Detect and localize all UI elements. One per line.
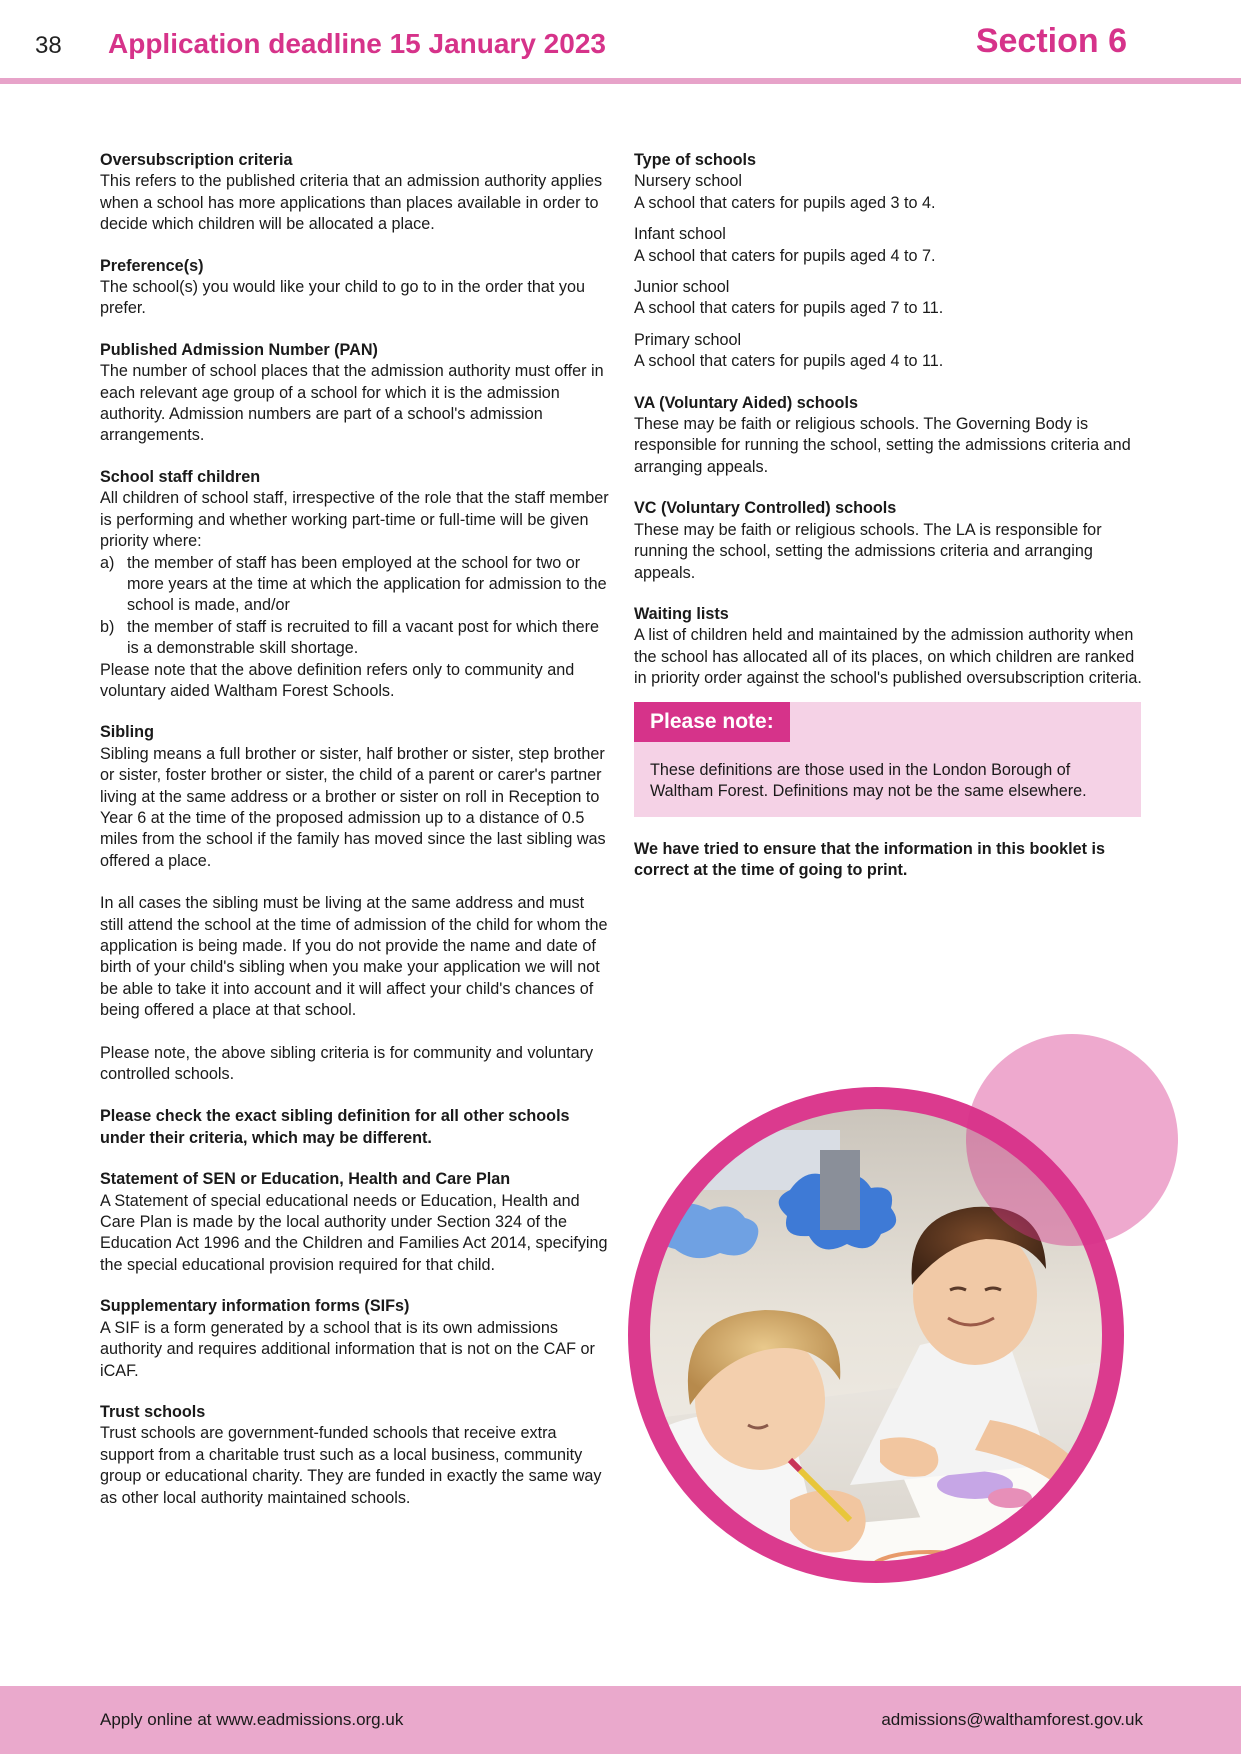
list-text: the member of staff has been employed at the school for two or more years at the time at which the application for admission to the school is made, and/or (127, 553, 607, 615)
definition-title: Type of schools (634, 151, 757, 169)
definition-body: Sibling means a full brother or sister, half brother or sister, step brother or sister, foster brother or sister, the child of a parent or carer's partner living at the same address or a brother or sister on roll in Reception to Year 6 at the time of the proposed admission up to a distance of 0.5 miles from the school if the family has moved since the last sibling was offered a place. (100, 744, 606, 870)
accuracy-disclaimer: We have tried to ensure that the information in this booklet is correct at the time of going to print. (634, 839, 1105, 880)
page-number: 38 (35, 32, 62, 59)
school-type-name: Primary school (634, 330, 742, 349)
apply-online-text: Apply online at www.eadmissions.org.uk (100, 1710, 404, 1729)
definition-body: A Statement of special educational needs or Education, Health and Care Plan is made by the local authority under Section 324 of the Education Act 1996 and the Children and Families Act 2014, specifying the special educational provision required for that child. (100, 1191, 608, 1274)
school-type-desc: A school that caters for pupils aged 7 to 11. (634, 299, 944, 318)
vc-definition (634, 498, 1144, 584)
school-type-item (634, 277, 1144, 320)
definition-body: In all cases the sibling must be living at the same address and must still attend the school at the time of admission of the child for whom the application is being made. If you do not provide the name and date of birth of your child's sibling when you make your application we will not be able to take it into account and it will affect your child's chances of being offered a place at that school. (100, 894, 608, 1020)
definition-body: A list of children held and maintained by the admission authority when the school has allocated all of its places, on which children are ranked in priority order against the school's published oversubscription criteria. (634, 626, 1142, 688)
list-marker: a) (100, 553, 115, 572)
list-marker: b) (100, 617, 115, 636)
definition-body: Please note, the above sibling criteria is for community and voluntary controlled schools. (100, 1043, 594, 1084)
school-type-item (634, 330, 1144, 373)
definition-intro: All children of school staff, irrespective of the role that the staff member is performing and whether working part-time or full-time will be given priority where: (100, 489, 609, 551)
school-types-definition (634, 150, 1144, 373)
list-item (100, 553, 610, 617)
definition-title: Oversubscription criteria (100, 151, 293, 169)
page-header (0, 0, 1241, 88)
school-type-item (634, 171, 1144, 214)
definition-body: These may be faith or religious schools. The Governing Body is responsible for running the school, setting the admissions criteria and arranging appeals. (634, 415, 1131, 476)
definition-title: VC (Voluntary Controlled) schools (634, 499, 897, 518)
definition-title: Statement of SEN or Education, Health and Care Plan (100, 1170, 511, 1189)
school-type-name: Junior school (634, 278, 730, 297)
definition-outro: Please note that the above definition refers only to community and voluntary aided Waltham Forest Schools. (100, 660, 575, 700)
school-type-desc: A school that caters for pupils aged 4 to 7. (634, 246, 936, 265)
page-footer (0, 1686, 1241, 1754)
photo-frame-ring (639, 1098, 1113, 1572)
section-title: Section 6 (975, 22, 1127, 60)
definition-title: School staff children (100, 467, 261, 486)
staff-children-definition (100, 467, 610, 702)
definition-title: Waiting lists (634, 604, 729, 623)
pan-definition (100, 340, 610, 447)
school-type-desc: A school that caters for pupils aged 3 to 4. (634, 193, 936, 212)
note-title: Please note: (634, 702, 790, 742)
school-type-desc: A school that caters for pupils aged 4 to 11. (634, 352, 944, 371)
va-definition (634, 393, 1144, 479)
waiting-lists-definition (634, 604, 1144, 690)
definition-body: This refers to the published criteria that an admission authority applies when a school has more applications than places available in order to decide which children will be allocated a place. (100, 172, 603, 234)
decorative-circle (966, 1034, 1178, 1246)
definition-body: The number of school places that the admission authority must offer in each relevant age group of a school for which it is the admission authority. Admission numbers are part of a school's admission arrangements. (100, 362, 604, 445)
note-body: These definitions are those used in the London Borough of Waltham Forest. Definitions may not be the same elsewhere. (650, 760, 1087, 801)
definition-emphasis: Please check the exact sibling definition for all other schools under their criteria, which may be different. (100, 1107, 570, 1147)
school-type-name: Nursery school (634, 172, 742, 191)
school-type-name: Infant school (634, 225, 726, 244)
list-item (100, 617, 610, 660)
contact-email: admissions@walthamforest.gov.uk (881, 1710, 1143, 1729)
definition-title: VA (Voluntary Aided) schools (634, 393, 858, 412)
school-type-item (634, 224, 1144, 267)
definition-body: Trust schools are government-funded schools that receive extra support from a charitable trust such as a local business, community group or educational charity. They are funded in exactly the same way as other local authority maintained schools. (100, 1424, 602, 1507)
oversubscription-definition (100, 150, 610, 236)
left-column (100, 150, 610, 1529)
preference-definition (100, 256, 610, 320)
definition-title: Sibling (100, 723, 154, 742)
header-divider (0, 78, 1241, 84)
right-column (634, 150, 1144, 882)
sif-definition (100, 1296, 610, 1382)
definition-body: The school(s) you would like your child to go to in the order that you prefer. (100, 278, 585, 318)
definition-title: Published Admission Number (PAN) (100, 340, 378, 359)
please-note-box (634, 702, 1141, 817)
sen-definition (100, 1169, 610, 1276)
definition-body: These may be faith or religious schools. The LA is responsible for running the school, setting the admissions criteria and arranging appeals. (634, 520, 1102, 582)
list-text: the member of staff is recruited to fill a vacant post for which there is a demonstrable skill shortage. (127, 617, 600, 658)
definition-title: Trust schools (100, 1402, 206, 1421)
definition-title: Supplementary information forms (SIFs) (100, 1297, 410, 1316)
definition-body: A SIF is a form generated by a school that is its own admissions authority and requires additional information that is not on the CAF or iCAF. (100, 1318, 595, 1380)
deadline-heading: Application deadline 15 January 2023 (108, 28, 606, 59)
definition-title: Preference(s) (100, 256, 204, 275)
trust-schools-definition (100, 1402, 610, 1509)
sibling-definition (100, 722, 610, 1149)
